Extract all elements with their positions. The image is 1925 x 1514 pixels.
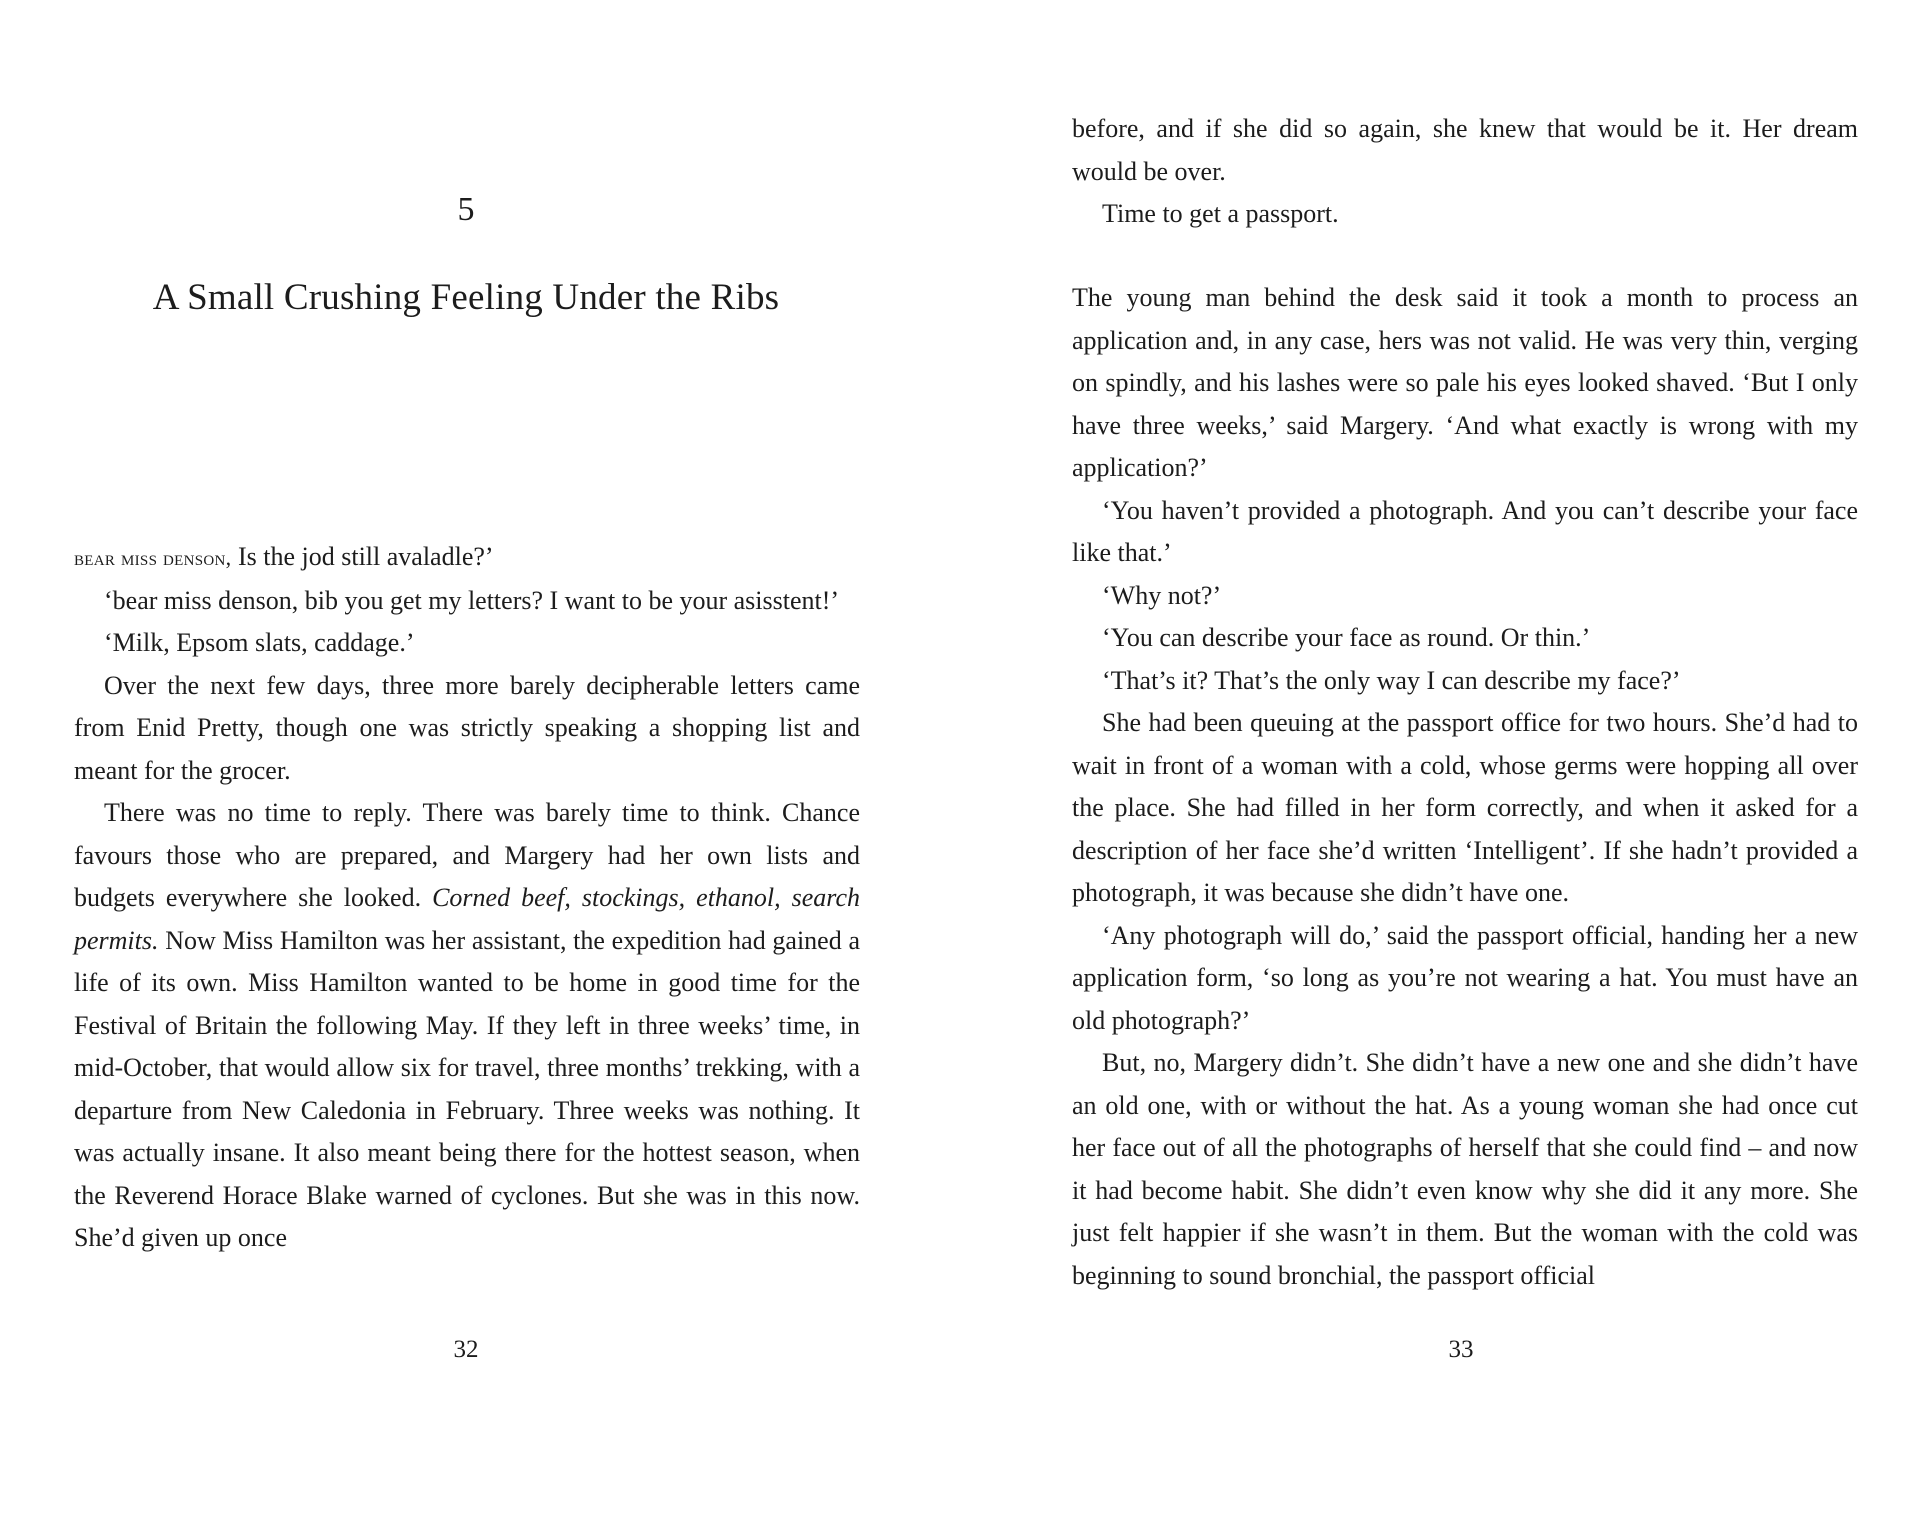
paragraph <box>74 536 860 580</box>
letter-text: Is the jod still avaladle?’ <box>231 542 494 571</box>
paragraph: Over the next few days, three more barely decipherable letters came from Enid Pretty, though one was strictly speaking a shopping list and meant for the grocer. <box>74 670 860 785</box>
paragraph: The young man behind the desk said it took a month to process an application and, in any case, hers was not valid. He was very thin, verging on spindly, and his lashes were so pale his eyes looked shaved. ‘But I only have three weeks,’ said Margery. ‘And what exactly is wrong with my application?’ <box>1072 283 1858 482</box>
left-page <box>0 0 962 1514</box>
paragraph: ‘Milk, Epsom slats, caddage.’ <box>104 628 415 657</box>
paragraph-text: Now Miss Hamilton was her assistant, the expedition had gained a life of its own. Miss Hamilton wanted to be home in good time for the Festival of Britain the following May. If they left in three weeks’ time, in mid-October, that would allow six for travel, three months’ trekking, with a departure from New Caledonia in February. Three weeks was nothing. It was actually insane. It also meant being there for the hottest season, when the Reverend Horace Blake warned of cyclones. But she was in this now. She’d given up once <box>74 925 860 1252</box>
chapter-number: 5 <box>457 191 475 228</box>
paragraph: ‘bear miss denson, bib you get my letters? I want to be your asisstent!’ <box>104 585 840 615</box>
right-top-text <box>1072 108 1858 236</box>
paragraph: ‘Why not?’ <box>1102 580 1222 610</box>
paragraph: Time to get a passport. <box>1102 199 1339 228</box>
paragraph: She had been queuing at the passport office for two hours. She’d had to wait in front of a woman with a cold, whose germs were hopping all over the place. She had filled in her form correctly, and when it asked for a description of her face she’d written ‘Intelligent’. If she hadn’t provided a photograph, it was because she didn’t have one. <box>1072 708 1858 907</box>
page-number: 32 <box>453 1336 479 1363</box>
letter-salutation: bear miss denson, <box>74 545 232 570</box>
paragraph: before, and if she did so again, she knew that would be it. Her dream would be over. <box>1072 114 1858 186</box>
chapter-title: A Small Crushing Feeling Under the Ribs <box>152 277 780 318</box>
italic-list: Corned beef, stockings, ethanol, search permits. <box>74 883 860 955</box>
paragraph <box>74 792 860 1260</box>
right-body-text <box>1072 277 1858 1297</box>
paragraph: ‘You haven’t provided a photograph. And you can’t describe your face like that.’ <box>1072 495 1858 567</box>
left-body-text <box>74 536 860 1260</box>
paragraph: ‘Any photograph will do,’ said the passport official, handing her a new application form, ‘so long as you’re not wearing a hat. You must have an old photograph?’ <box>1072 920 1858 1035</box>
paragraph: But, no, Margery didn’t. She didn’t have a new one and she didn’t have an old one, with or without the hat. As a young woman she had once cut her face out of all the photographs of herself that she could find – and now it had become habit. She didn’t even know why she did it any more. She just felt happier if she wasn’t in them. But the woman with the cold was beginning to sound bronchial, the passport official <box>1072 1048 1858 1290</box>
paragraph-text: There was no time to reply. There was barely time to think. Chance favours those who are prepared, and Margery had her own lists and budgets everywhere she looked. <box>74 798 860 912</box>
paragraph: ‘That’s it? That’s the only way I can describe my face?’ <box>1102 665 1681 695</box>
paragraph: ‘You can describe your face as round. Or thin.’ <box>1102 623 1591 652</box>
page-number: 33 <box>1448 1336 1474 1363</box>
